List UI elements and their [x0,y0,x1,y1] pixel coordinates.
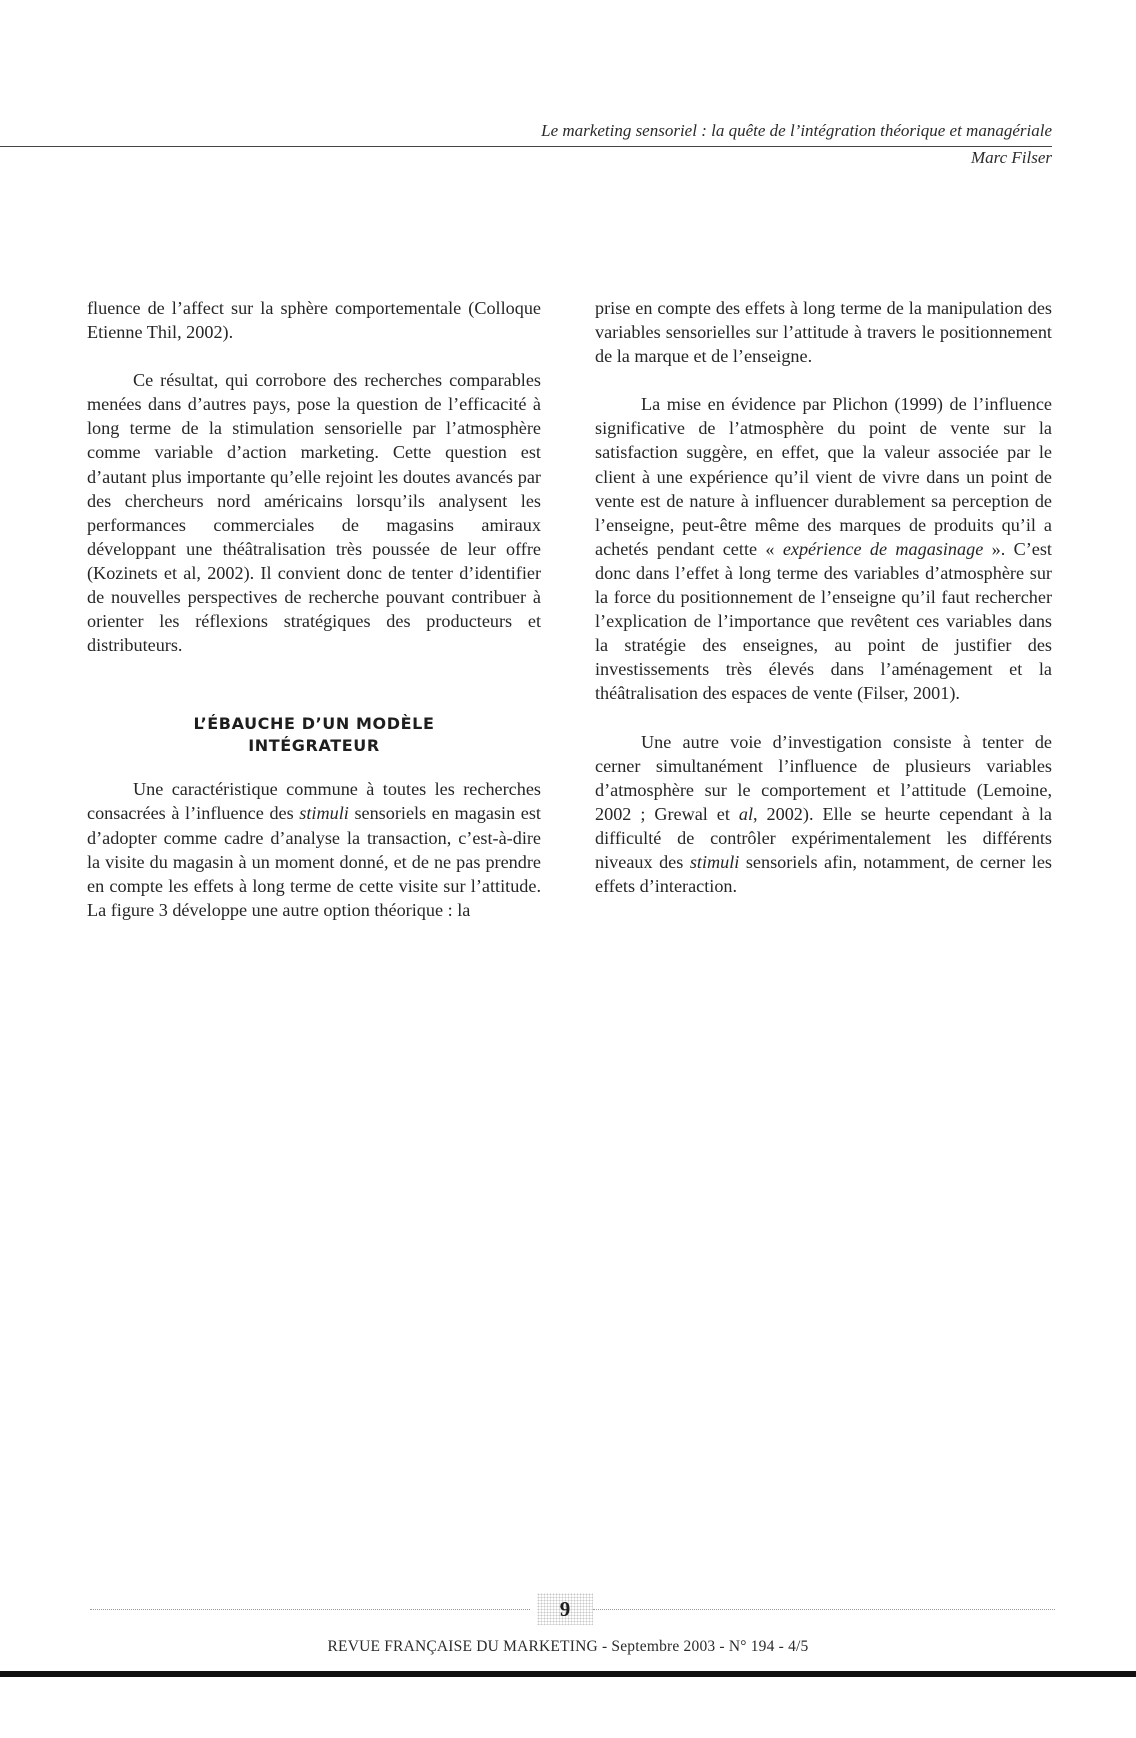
right-paragraph-2-italic: expérience de magasinage [782,538,984,559]
right-paragraph-3-italic-stimuli: stimuli [689,851,740,872]
left-paragraph-2-text: Ce résultat, qui corrobore des recherches comparables menées dans d’autres pays, pose la question de l’efficacité à long terme de la stimulation sensorielle par l’atmosphère comme variable d’action marketing. Cette question est d’autant plus importante qu’elle rejoint les doutes avancés par des chercheurs nord américains lorsqu’ils analysent les performances commerciales de magasins amiraux développant une théâtralisation très poussée de leur offre (Kozinets et al, 2002). Il convient donc de tenter d’identifier de nouvelles perspectives de recherche pouvant contribuer à orienter les réflexions stratégiques des producteurs et distributeurs. [87,370,541,656]
right-paragraph-3-part-c: , 2002). Elle se heurte cependant à la difficulté de contrôler expérimentalement les différents niveaux des [595,803,1052,872]
right-paragraph-3-part-a: Une autre voie d’investigation consiste à tenter de cerner simultanément l’influence de plusieurs variables d’atmosphère sur le comportement et l’attitude (Lemoine, 2002 ; Grewal et [595,731,1052,824]
running-author: Marc Filser [970,148,1052,167]
left-paragraph-3-part-c: sensoriels en magasin est d’adopter comme cadre d’analyse la transaction, c’est-à-dire la visite du magasin à un moment donné, et de ne pas prendre en compte les effets à long terme de cette visite sur l’attitude. La figure 3 développe une autre option théorique : la [87,803,541,920]
left-column [87,296,541,922]
page-number: 9 [537,1593,593,1625]
header-rule [0,146,1052,147]
right-paragraph-2-part-a: La mise en évidence par Plichon (1999) de l’influence significative de l’atmosphère du point de vente sur la satisfaction suggère, en effet, que la valeur associée par le client à une expérience qu’il vient de vivre dans un point de vente est de nature à influencer durablement sa perception de l’enseigne, peut-être même des marques de produits qu’il a achetés pendant cette « [595,394,1052,559]
right-paragraph-3-part-e: sensoriels afin, notamment, de cerner les effets d’interaction. [595,851,1053,897]
right-paragraph-3-italic-al: al [738,803,754,824]
footer-rule-left [90,1609,530,1610]
footer-rule-right [593,1609,1055,1610]
section-heading-line-1: L’ÉBAUCHE D’UN MODÈLE [193,714,435,734]
journal-citation: REVUE FRANÇAISE DU MARKETING - Septembre 2003 - N° 194 - 4/5 [327,1638,809,1655]
running-header [0,121,1052,169]
left-paragraph-3-part-a: Une caractéristique commune à toutes les recherches consacrées à l’influence des [87,779,541,824]
running-title: Le marketing sensoriel : la quête de l’intégration théorique et managériale [541,121,1052,140]
right-column [595,296,1052,898]
left-paragraph-3-italic-stimuli: stimuli [299,803,349,824]
section-heading [87,713,541,757]
bottom-bar [0,1671,1136,1677]
left-paragraph-1: fluence de l’affect sur la sphère comportementale (Colloque Etienne Thil, 2002). [87,298,541,343]
left-paragraph-2 [87,368,541,657]
right-paragraph-2 [595,392,1052,705]
left-paragraph-3 [87,777,541,922]
section-heading-line-2: INTÉGRATEUR [248,736,380,756]
right-paragraph-2-part-c: ». C’est donc dans l’effet à long terme des variables d’atmosphère sur la force du positionnement de l’enseigne qu’il faut rechercher l’explication de l’importance que revêtent ces variables dans la stratégie des enseignes, au point de justifier des investissements très élevés dans l’aménagement et la théâtralisation des espaces de vente (Filser, 2001). [595,538,1052,704]
right-paragraph-3 [595,730,1052,899]
right-paragraph-1: prise en compte des effets à long terme de la manipulation des variables sensorielles sur l’attitude à travers le positionnement de la marque et de l’enseigne. [595,298,1052,367]
